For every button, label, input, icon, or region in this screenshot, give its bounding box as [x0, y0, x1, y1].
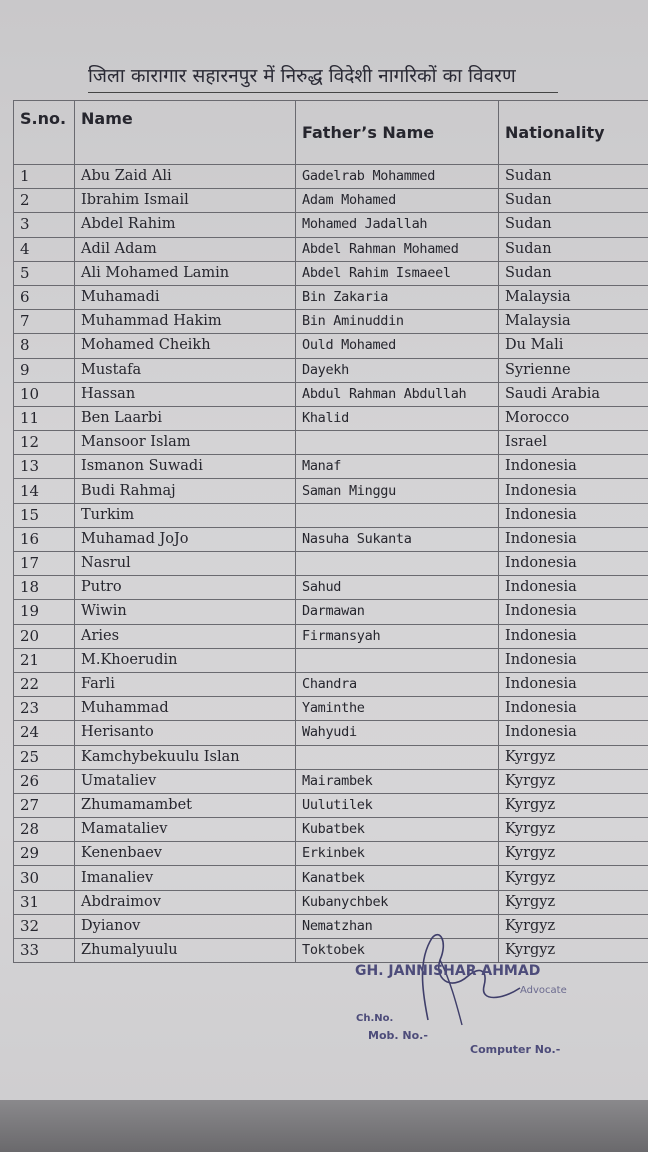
cell-nationality: Indonesia	[499, 624, 648, 648]
table-row	[14, 382, 648, 406]
advocate-stamp-computer: Computer No.-	[470, 1043, 561, 1056]
cell-sno: 13	[14, 455, 75, 479]
cell-name: Abu Zaid Ali	[75, 165, 296, 189]
cell-nationality: Malaysia	[499, 285, 648, 309]
cell-father-name: Ould Mohamed	[296, 334, 499, 358]
cell-name: Budi Rahmaj	[75, 479, 296, 503]
cell-name: Umataliev	[75, 769, 296, 793]
cell-father-name: Mairambek	[296, 769, 499, 793]
cell-nationality: Sudan	[499, 165, 648, 189]
cell-father-name	[296, 648, 499, 672]
cell-name: Herisanto	[75, 721, 296, 745]
cell-sno: 5	[14, 261, 75, 285]
cell-nationality: Indonesia	[499, 503, 648, 527]
table-row	[14, 431, 648, 455]
cell-sno: 25	[14, 745, 75, 769]
table-row	[14, 793, 648, 817]
cell-sno: 31	[14, 890, 75, 914]
table-row	[14, 189, 648, 213]
cell-name: Putro	[75, 576, 296, 600]
cell-nationality: Kyrgyz	[499, 818, 648, 842]
cell-nationality: Indonesia	[499, 648, 648, 672]
table-row	[14, 576, 648, 600]
cell-sno: 19	[14, 600, 75, 624]
cell-sno: 12	[14, 431, 75, 455]
cell-father-name: Kubanychbek	[296, 890, 499, 914]
cell-father-name: Abdel Rahim Ismaeel	[296, 261, 499, 285]
cell-name: Wiwin	[75, 600, 296, 624]
table-row	[14, 455, 648, 479]
cell-sno: 23	[14, 697, 75, 721]
cell-father-name: Manaf	[296, 455, 499, 479]
table-row	[14, 600, 648, 624]
cell-father-name: Dayekh	[296, 358, 499, 382]
table-row	[14, 334, 648, 358]
cell-sno: 11	[14, 406, 75, 430]
cell-name: Ismanon Suwadi	[75, 455, 296, 479]
cell-father-name: Firmansyah	[296, 624, 499, 648]
cell-name: Ben Laarbi	[75, 406, 296, 430]
cell-name: Mansoor Islam	[75, 431, 296, 455]
cell-sno: 33	[14, 939, 75, 963]
cell-name: Ali Mohamed Lamin	[75, 261, 296, 285]
table-row	[14, 552, 648, 576]
table-row	[14, 261, 648, 285]
cell-father-name: Uulutilek	[296, 793, 499, 817]
cell-sno: 1	[14, 165, 75, 189]
cell-nationality: Indonesia	[499, 721, 648, 745]
cell-name: Kamchybekuulu Islan	[75, 745, 296, 769]
cell-nationality: Syrienne	[499, 358, 648, 382]
cell-father-name: Nematzhan	[296, 914, 499, 938]
table-row	[14, 165, 648, 189]
cell-name: Turkim	[75, 503, 296, 527]
cell-father-name	[296, 503, 499, 527]
cell-sno: 27	[14, 793, 75, 817]
cell-nationality: Israel	[499, 431, 648, 455]
cell-name: Aries	[75, 624, 296, 648]
cell-father-name: Darmawan	[296, 600, 499, 624]
table-row	[14, 697, 648, 721]
cell-father-name: Nasuha Sukanta	[296, 527, 499, 551]
table-row	[14, 503, 648, 527]
cell-name: Abdraimov	[75, 890, 296, 914]
table-row	[14, 914, 648, 938]
cell-sno: 14	[14, 479, 75, 503]
cell-father-name: Bin Aminuddin	[296, 310, 499, 334]
cell-father-name	[296, 745, 499, 769]
heading-underline	[88, 92, 558, 93]
cell-name: Muhammad	[75, 697, 296, 721]
cell-sno: 29	[14, 842, 75, 866]
cell-nationality: Morocco	[499, 406, 648, 430]
table-row	[14, 939, 648, 963]
cell-sno: 17	[14, 552, 75, 576]
cell-name: Zhumalyuulu	[75, 939, 296, 963]
table-row	[14, 358, 648, 382]
cell-father-name: Bin Zakaria	[296, 285, 499, 309]
cell-sno: 16	[14, 527, 75, 551]
advocate-stamp-chamber: Ch.No.	[356, 1013, 394, 1024]
header-father-name: Father’s Name	[296, 101, 499, 165]
table-row	[14, 479, 648, 503]
cell-father-name: Yaminthe	[296, 697, 499, 721]
cell-nationality: Kyrgyz	[499, 769, 648, 793]
table-row	[14, 624, 648, 648]
cell-nationality: Saudi Arabia	[499, 382, 648, 406]
cell-father-name: Toktobek	[296, 939, 499, 963]
cell-father-name: Wahyudi	[296, 721, 499, 745]
table-row	[14, 285, 648, 309]
cell-nationality: Indonesia	[499, 527, 648, 551]
cell-name: Muhamadi	[75, 285, 296, 309]
cell-sno: 8	[14, 334, 75, 358]
cell-nationality: Kyrgyz	[499, 793, 648, 817]
table-row	[14, 866, 648, 890]
header-sno: S.no.	[14, 101, 75, 165]
header-nationality: Nationality	[499, 101, 648, 165]
cell-sno: 20	[14, 624, 75, 648]
cell-nationality: Indonesia	[499, 552, 648, 576]
table-row	[14, 721, 648, 745]
advocate-stamp-title: Advocate	[520, 985, 567, 996]
cell-name: Hassan	[75, 382, 296, 406]
cell-nationality: Kyrgyz	[499, 842, 648, 866]
cell-father-name: Kanatbek	[296, 866, 499, 890]
cell-father-name: Chandra	[296, 672, 499, 696]
cell-name: Zhumamambet	[75, 793, 296, 817]
table-row	[14, 237, 648, 261]
cell-sno: 28	[14, 818, 75, 842]
cell-name: Mustafa	[75, 358, 296, 382]
cell-sno: 24	[14, 721, 75, 745]
cell-name: Muhamad JoJo	[75, 527, 296, 551]
cell-name: Farli	[75, 672, 296, 696]
cell-name: Muhammad Hakim	[75, 310, 296, 334]
table-row	[14, 745, 648, 769]
cell-sno: 15	[14, 503, 75, 527]
page-shadow	[0, 1100, 648, 1152]
cell-nationality: Indonesia	[499, 672, 648, 696]
cell-name: Mamataliev	[75, 818, 296, 842]
cell-sno: 21	[14, 648, 75, 672]
cell-father-name: Khalid	[296, 406, 499, 430]
document-heading: जिला कारागार सहारनपुर में निरुद्ध विदेशी नागरिकों का विवरण	[88, 65, 516, 87]
cell-father-name: Abdul Rahman Abdullah	[296, 382, 499, 406]
cell-father-name: Erkinbek	[296, 842, 499, 866]
cell-sno: 18	[14, 576, 75, 600]
table-row	[14, 527, 648, 551]
signature-icon	[410, 930, 530, 1030]
cell-sno: 6	[14, 285, 75, 309]
cell-nationality: Sudan	[499, 213, 648, 237]
cell-sno: 4	[14, 237, 75, 261]
table-row	[14, 818, 648, 842]
cell-father-name: Sahud	[296, 576, 499, 600]
cell-nationality: Indonesia	[499, 576, 648, 600]
cell-nationality: Kyrgyz	[499, 890, 648, 914]
cell-nationality: Kyrgyz	[499, 745, 648, 769]
cell-nationality: Kyrgyz	[499, 866, 648, 890]
cell-name: Abdel Rahim	[75, 213, 296, 237]
cell-sno: 26	[14, 769, 75, 793]
cell-nationality: Sudan	[499, 237, 648, 261]
cell-nationality: Sudan	[499, 189, 648, 213]
cell-name: M.Khoerudin	[75, 648, 296, 672]
cell-sno: 3	[14, 213, 75, 237]
cell-father-name: Adam Mohamed	[296, 189, 499, 213]
advocate-stamp-name: GH. JANNISHAR AHMAD	[355, 963, 541, 979]
table-row	[14, 406, 648, 430]
cell-name: Kenenbaev	[75, 842, 296, 866]
cell-name: Mohamed Cheikh	[75, 334, 296, 358]
cell-sno: 10	[14, 382, 75, 406]
cell-father-name	[296, 431, 499, 455]
cell-nationality: Kyrgyz	[499, 914, 648, 938]
cell-name: Dyianov	[75, 914, 296, 938]
cell-father-name: Kubatbek	[296, 818, 499, 842]
cell-father-name: Gadelrab Mohammed	[296, 165, 499, 189]
table-row	[14, 310, 648, 334]
cell-nationality: Malaysia	[499, 310, 648, 334]
cell-father-name: Saman Minggu	[296, 479, 499, 503]
cell-sno: 2	[14, 189, 75, 213]
cell-nationality: Indonesia	[499, 479, 648, 503]
table-row	[14, 890, 648, 914]
cell-father-name: Abdel Rahman Mohamed	[296, 237, 499, 261]
cell-name: Nasrul	[75, 552, 296, 576]
cell-name: Imanaliev	[75, 866, 296, 890]
cell-sno: 9	[14, 358, 75, 382]
cell-nationality: Sudan	[499, 261, 648, 285]
cell-name: Adil Adam	[75, 237, 296, 261]
cell-nationality: Indonesia	[499, 455, 648, 479]
cell-father-name	[296, 552, 499, 576]
cell-sno: 30	[14, 866, 75, 890]
cell-father-name: Mohamed Jadallah	[296, 213, 499, 237]
table-header-row	[14, 101, 648, 165]
cell-nationality: Indonesia	[499, 600, 648, 624]
cell-sno: 32	[14, 914, 75, 938]
cell-name: Ibrahim Ismail	[75, 189, 296, 213]
foreign-nationals-table	[13, 100, 648, 963]
table-row	[14, 213, 648, 237]
cell-sno: 22	[14, 672, 75, 696]
table-row	[14, 672, 648, 696]
cell-nationality: Indonesia	[499, 697, 648, 721]
cell-sno: 7	[14, 310, 75, 334]
table-row	[14, 769, 648, 793]
cell-nationality: Du Mali	[499, 334, 648, 358]
header-name: Name	[75, 101, 296, 165]
cell-nationality: Kyrgyz	[499, 939, 648, 963]
table-row	[14, 842, 648, 866]
advocate-stamp-mobile: Mob. No.-	[368, 1029, 428, 1042]
table-row	[14, 648, 648, 672]
